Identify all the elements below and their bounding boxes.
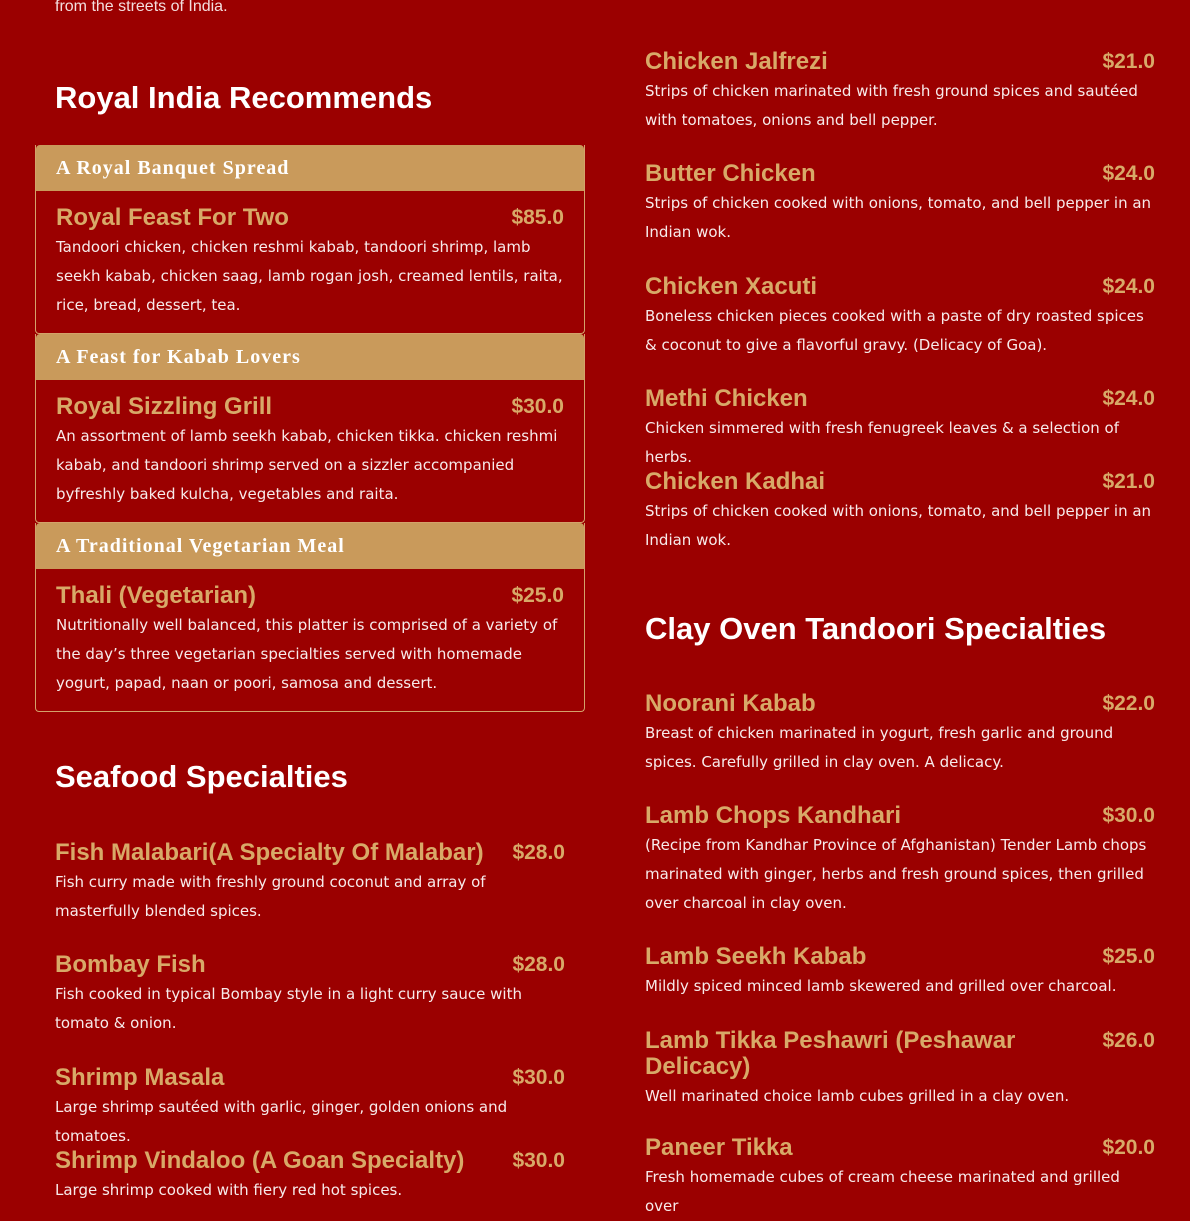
menu-item-description: Nutritionally well balanced, this platter is comprised of a variety of the day’s three vegetarian specialties served with homemade yogurt, papad, naan or poori, samosa and dessert. xyxy=(56,616,558,692)
menu-item-name: Lamb Seekh Kabab xyxy=(645,943,867,970)
menu-item-description: Strips of chicken marinated with fresh ground spices and sautéed with tomatoes, onions and bell pepper. xyxy=(645,82,1138,129)
menu-item-description: Strips of chicken cooked with onions, tomato, and bell pepper in an Indian wok. xyxy=(645,194,1152,241)
menu-item-price: $28.0 xyxy=(512,953,565,976)
menu-item-price: $20.0 xyxy=(1102,1136,1155,1159)
menu-item xyxy=(55,1065,565,1151)
menu-item-description: Tandoori chicken, chicken reshmi kabab, tandoori shrimp, lamb seekh kabab, chicken saag, lamb rogan josh, creamed lentils, raita, rice, bread, dessert, tea. xyxy=(56,238,563,314)
menu-box-kabab xyxy=(35,334,585,523)
menu-item-price: $24.0 xyxy=(1102,162,1155,185)
box-heading: A Traditional Vegetarian Meal xyxy=(36,523,584,569)
section-title-recommends: Royal India Recommends xyxy=(55,80,433,115)
menu-item-description: Fish cooked in typical Bombay style in a light curry sauce with tomato & onion. xyxy=(55,985,522,1032)
menu-item-name: Royal Sizzling Grill xyxy=(56,393,273,420)
menu-item xyxy=(55,952,565,1038)
menu-item-price: $85.0 xyxy=(511,206,564,229)
menu-item-description: Strips of chicken cooked with onions, tomato, and bell pepper in an Indian wok. xyxy=(645,502,1152,549)
menu-item-price: $28.0 xyxy=(512,841,565,864)
menu-item-price: $21.0 xyxy=(1102,50,1155,73)
menu-item-description: Breast of chicken marinated in yogurt, fresh garlic and ground spices. Carefully grilled in clay oven. A delicacy. xyxy=(645,724,1114,771)
menu-item xyxy=(645,49,1155,135)
menu-item xyxy=(645,274,1155,360)
menu-item xyxy=(55,840,565,926)
menu-item-description: Large shrimp sautéed with garlic, ginger, golden onions and tomatoes. xyxy=(55,1098,508,1145)
menu-item-price: $25.0 xyxy=(1102,945,1155,968)
menu-item-name: Paneer Tikka xyxy=(645,1134,793,1161)
menu-item-name: Royal Feast For Two xyxy=(56,204,289,231)
menu-item-name: Thali (Vegetarian) xyxy=(56,582,257,609)
section-title-tandoori: Clay Oven Tandoori Specialties xyxy=(645,611,1107,646)
menu-item-description: Fresh homemade cubes of cream cheese marinated and grilled over xyxy=(645,1168,1120,1215)
menu-item-description: (Recipe from Kandhar Province of Afghanistan) Tender Lamb chops marinated with ginger, herbs and fresh ground spices, then grilled over charcoal in clay oven. xyxy=(645,836,1147,912)
menu-item-price: $25.0 xyxy=(511,584,564,607)
menu-item-name: Chicken Jalfrezi xyxy=(645,48,828,75)
menu-item-name: Lamb Chops Kandhari xyxy=(645,802,902,829)
menu-item-price: $26.0 xyxy=(1102,1029,1155,1052)
menu-item-description: An assortment of lamb seekh kabab, chicken tikka. chicken reshmi kabab, and tandoori shrimp served on a sizzler accompanied byfreshly baked kulcha, vegetables and raita. xyxy=(56,427,558,503)
menu-item-name: Methi Chicken xyxy=(645,385,808,412)
menu-item-name: Lamb Tikka Peshawri (Peshawar Delicacy) xyxy=(645,1027,1016,1080)
menu-item-price: $22.0 xyxy=(1102,692,1155,715)
menu-item-price: $30.0 xyxy=(511,395,564,418)
menu-item-price: $24.0 xyxy=(1102,275,1155,298)
menu-item-price: $30.0 xyxy=(512,1149,565,1172)
menu-item-price: $30.0 xyxy=(512,1066,565,1089)
menu-item-name: Chicken Kadhai xyxy=(645,468,826,495)
menu-item-description: Chicken simmered with fresh fenugreek leaves & a selection of herbs. xyxy=(645,419,1120,466)
menu-item-description: Well marinated choice lamb cubes grilled in a clay oven. xyxy=(645,1087,1070,1105)
menu-item-name: Noorani Kabab xyxy=(645,690,816,717)
menu-item-price: $30.0 xyxy=(1102,804,1155,827)
menu-item-name: Shrimp Masala xyxy=(55,1064,225,1091)
menu-item-name: Fish Malabari(A Specialty Of Malabar) xyxy=(55,839,484,866)
box-heading: A Royal Banquet Spread xyxy=(36,145,584,191)
menu-item-name: Chicken Xacuti xyxy=(645,273,818,300)
menu-item xyxy=(55,1148,565,1205)
box-heading: A Feast for Kabab Lovers xyxy=(36,334,584,380)
menu-item-description: Large shrimp cooked with fiery red hot spices. xyxy=(55,1181,403,1199)
menu-item-price: $24.0 xyxy=(1102,387,1155,410)
menu-item-name: Butter Chicken xyxy=(645,160,816,187)
menu-item xyxy=(645,161,1155,247)
menu-item xyxy=(645,1135,1155,1221)
section-title-seafood: Seafood Specialties xyxy=(55,759,348,794)
menu-item-description: Mildly spiced minced lamb skewered and grilled over charcoal. xyxy=(645,977,1117,995)
menu-item xyxy=(645,691,1155,777)
intro-text: from the streets of India. xyxy=(55,0,228,15)
menu-item-name: Shrimp Vindaloo (A Goan Specialty) xyxy=(55,1147,465,1174)
menu-item xyxy=(645,1028,1155,1111)
menu-item xyxy=(645,386,1155,472)
menu-item-description: Boneless chicken pieces cooked with a paste of dry roasted spices & coconut to give a flavorful gravy. (Delicacy of Goa). xyxy=(645,307,1144,354)
menu-box-vegetarian xyxy=(35,523,585,712)
menu-item xyxy=(645,944,1155,1001)
menu-box-banquet xyxy=(35,145,585,334)
menu-item-name: Bombay Fish xyxy=(55,951,206,978)
menu-item-price: $21.0 xyxy=(1102,470,1155,493)
menu-item xyxy=(645,803,1155,918)
menu-item-description: Fish curry made with freshly ground coconut and array of masterfully blended spices. xyxy=(55,873,486,920)
menu-item xyxy=(645,469,1155,555)
